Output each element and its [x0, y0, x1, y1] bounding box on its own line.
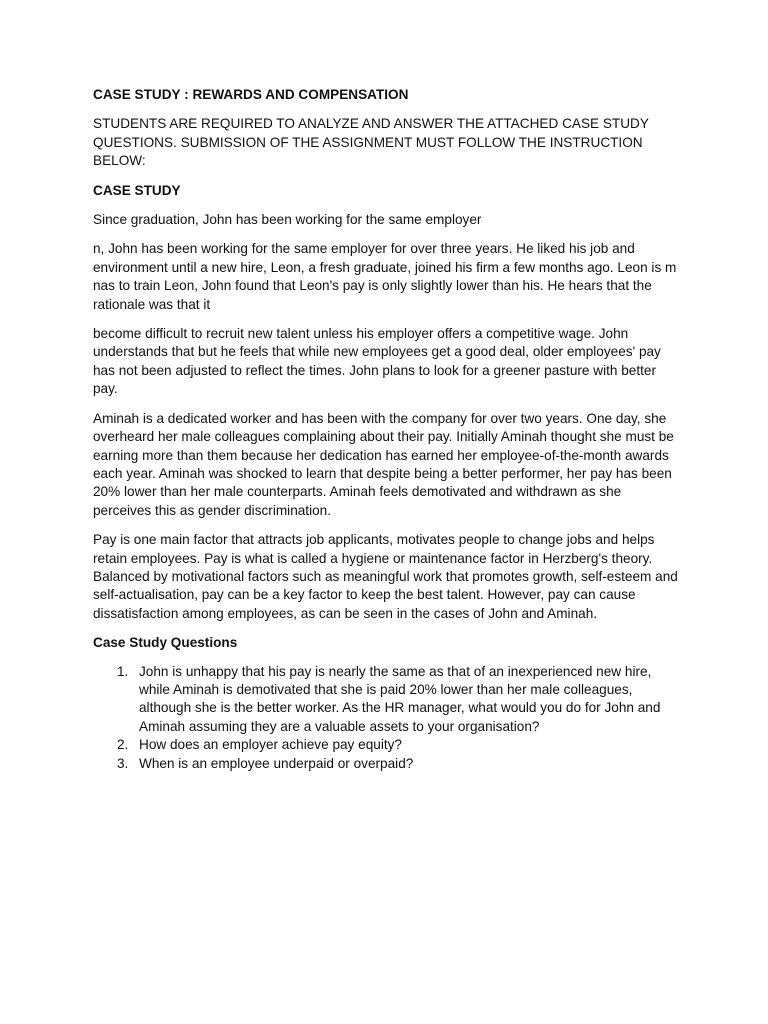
question-item: [93, 736, 683, 754]
paragraph-1: Since graduation, John has been working for the same employer: [93, 212, 482, 228]
questions-heading: Case Study Questions: [93, 635, 238, 651]
document-title: CASE STUDY : REWARDS AND COMPENSATION: [93, 87, 409, 102]
question-item: [93, 663, 683, 737]
paragraph-2: n, John has been working for the same employer for over three years. He liked his job and environment until a new hire, Leon, a fresh graduate, joined his firm a few months ago. Leon is m nas to train Leon, John found that Leon's pay is only slightly lower than his. He hears that the rationale was that it: [93, 241, 677, 312]
question-number: 1.: [117, 663, 129, 679]
question-number: 3.: [117, 755, 129, 771]
paragraph-3: become difficult to recruit new talent unless his employer offers a competitive wage. John understands that but he feels that while new employees get a good deal, older employees' pay has not been adjusted to reflect the times. John plans to look for a greener pasture with better pay.: [93, 326, 661, 397]
question-text: John is unhappy that his pay is nearly the same as that of an inexperienced new hire, while Aminah is demotivated that she is paid 20% lower than her male colleagues, although she is the better worker. As the HR manager, what would you do for John and Aminah assuming they are a valuable assets to your organisation?: [139, 663, 661, 734]
question-item: [93, 755, 683, 773]
questions-list: [93, 663, 683, 773]
case-study-heading: CASE STUDY: [93, 182, 181, 198]
question-text: When is an employee underpaid or overpaid?: [139, 755, 414, 771]
paragraph-4: Aminah is a dedicated worker and has been with the company for over two years. One day, she overheard her male colleagues complaining about their pay. Initially Aminah thought she must be earning more than them because her dedication has earned her employee-of-the-month awards each year. Aminah was shocked to learn that despite being a better performer, her pay has been 20% lower than her male counterparts. Aminah feels demotivated and withdrawn as she perceives this as gender discrimination.: [93, 410, 674, 518]
question-number: 2.: [117, 737, 129, 753]
document-page: [93, 86, 683, 773]
instructions-text: STUDENTS ARE REQUIRED TO ANALYZE AND ANSWER THE ATTACHED CASE STUDY QUESTIONS. SUBMISSION OF THE ASSIGNMENT MUST FOLLOW THE INSTRUCTION BELOW:: [93, 116, 649, 169]
question-text: How does an employer achieve pay equity?: [139, 737, 402, 753]
paragraph-5: Pay is one main factor that attracts job applicants, motivates people to change jobs and helps retain employees. Pay is what is called a hygiene or maintenance factor in Herzberg's theory. Balanced by motivational factors such as meaningful work that promotes growth, self-esteem and self-actualisation, pay can be a key factor to keep the best talent. However, pay can cause dissatisfaction among employees, as can be seen in the cases of John and Aminah.: [93, 532, 678, 621]
